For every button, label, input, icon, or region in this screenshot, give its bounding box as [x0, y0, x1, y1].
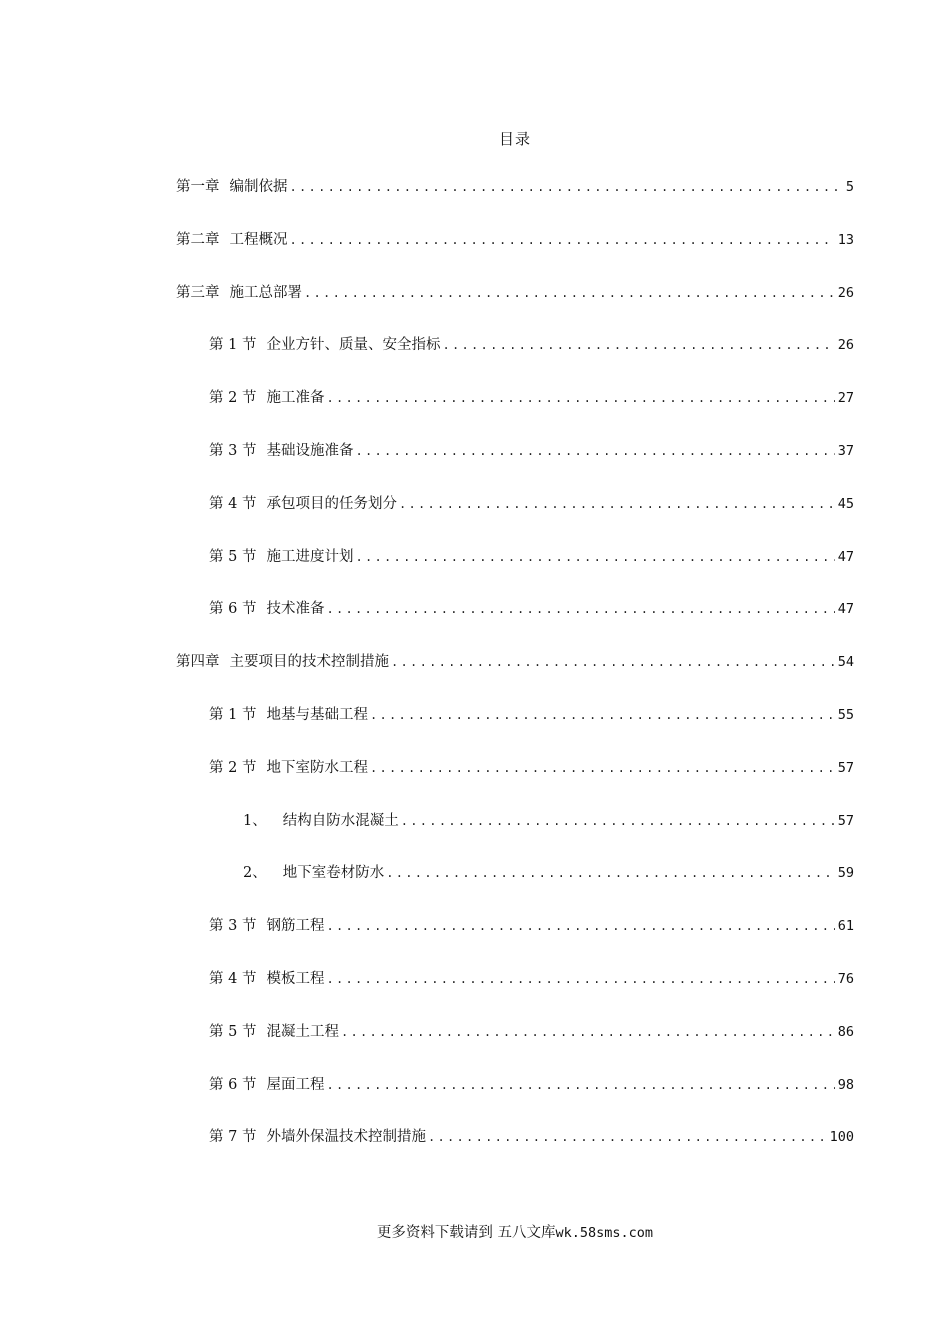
toc-entry-page-number: 57: [837, 759, 854, 776]
dot-leader: [370, 757, 835, 779]
toc-entry-number: 第 2 节: [209, 759, 257, 776]
toc-entry-title: 主要项目的技术控制措施: [229, 654, 389, 671]
toc-entry[interactable]: [243, 810, 854, 832]
dot-leader: [401, 810, 835, 832]
toc-entry[interactable]: [176, 176, 854, 198]
dot-leader: [399, 493, 835, 515]
dot-leader: [326, 598, 834, 620]
dot-leader: [341, 1021, 835, 1043]
toc-entry-number: 1、: [243, 812, 267, 829]
dot-leader: [391, 651, 835, 673]
toc-entry-number: 第 4 节: [209, 971, 257, 987]
toc-entry-title: 施工进度计划: [266, 548, 354, 565]
dot-leader: [326, 968, 834, 990]
toc-entry[interactable]: [209, 493, 854, 515]
toc-entry-number: 第 6 节: [209, 601, 257, 618]
dot-leader: [326, 387, 834, 409]
toc-entry[interactable]: [209, 1126, 854, 1148]
toc-entry-title: 模板工程: [266, 971, 325, 987]
toc-entry-page-number: 47: [837, 548, 854, 565]
toc-entry-title: 基础设施准备: [266, 443, 354, 459]
dot-leader: [355, 546, 834, 568]
dot-leader: [355, 440, 834, 462]
toc-entry-number: 第 5 节: [209, 548, 257, 565]
toc-entry-title: 钢筋工程: [266, 918, 325, 935]
toc-entry-number: 第 2 节: [209, 390, 257, 407]
toc-entry-title: 屋面工程: [266, 1076, 325, 1093]
toc-entry-number: 第 1 节: [209, 337, 257, 354]
toc-entry-number: 第一章: [176, 179, 220, 195]
toc-entry-page-number: 5: [845, 179, 854, 195]
dot-leader: [370, 704, 835, 726]
toc-entry-number: 第二章: [176, 231, 220, 248]
toc-entry-page-number: 27: [837, 390, 854, 407]
toc-entry-page-number: 26: [837, 284, 854, 301]
toc-entry-number: 第四章: [176, 654, 220, 671]
toc-entry-title: 结构自防水混凝土: [282, 812, 399, 829]
toc-entry-number: 第 6 节: [209, 1076, 257, 1093]
toc-entry-title: 技术准备: [266, 601, 325, 618]
toc-entry[interactable]: [209, 1021, 854, 1043]
dot-leader: [304, 282, 835, 304]
footer-prefix: 更多资料下载请到 五八文库: [376, 1225, 556, 1241]
toc-entry-number: 第 7 节: [209, 1129, 257, 1146]
footer-site-link[interactable]: wk.58sms.com: [555, 1225, 654, 1241]
footer-note: [0, 1221, 950, 1242]
toc-entry-page-number: 45: [837, 495, 854, 512]
dot-leader: [326, 915, 834, 937]
toc-entry-title: 施工准备: [266, 390, 325, 407]
toc-entry-number: 第 3 节: [209, 443, 257, 459]
toc-entry-page-number: 57: [837, 812, 854, 829]
toc-entry-page-number: 76: [837, 971, 854, 987]
toc-entry-title: 地下室防水工程: [266, 759, 368, 776]
toc-entry-number: 第 4 节: [209, 495, 257, 512]
toc-entry[interactable]: [209, 968, 854, 990]
toc-entry-page-number: 61: [837, 918, 854, 935]
toc-entry[interactable]: [209, 546, 854, 568]
toc-entry-number: 2、: [243, 865, 267, 882]
toc-entry-title: 编制依据: [229, 179, 288, 195]
dot-leader: [290, 229, 835, 251]
toc-entry[interactable]: [209, 704, 854, 726]
toc-entry-number: 第三章: [176, 284, 220, 301]
toc-entry-page-number: 100: [829, 1129, 854, 1146]
toc-entry-page-number: 54: [837, 654, 854, 671]
toc-entry-title: 承包项目的任务划分: [266, 495, 397, 512]
toc-entry-page-number: 13: [837, 231, 854, 248]
toc-entry-page-number: 59: [837, 865, 854, 882]
toc-entry-number: 第 1 节: [209, 707, 257, 723]
toc-entry[interactable]: [176, 229, 854, 251]
toc-entry-number: 第 5 节: [209, 1023, 257, 1040]
toc-entry-number: 第 3 节: [209, 918, 257, 935]
toc-entry[interactable]: [209, 598, 854, 620]
toc-entry-title: 地基与基础工程: [266, 707, 368, 723]
toc-entry-page-number: 26: [837, 337, 854, 354]
page-title: 目录: [498, 130, 531, 148]
dot-leader: [386, 862, 835, 884]
toc-entry[interactable]: [243, 862, 854, 884]
toc-entry-title: 混凝土工程: [266, 1023, 339, 1040]
toc-entry-page-number: 47: [837, 601, 854, 618]
toc-entry[interactable]: [209, 387, 854, 409]
dot-leader: [326, 1074, 834, 1096]
toc-entry-title: 工程概况: [229, 231, 288, 248]
toc-entry[interactable]: [209, 757, 854, 779]
toc-entry[interactable]: [209, 440, 854, 462]
toc-entry-page-number: 98: [837, 1076, 854, 1093]
toc-entry-page-number: 55: [837, 707, 854, 723]
toc-entry[interactable]: [176, 651, 854, 673]
dot-leader: [290, 176, 843, 198]
toc-entry-page-number: 37: [837, 443, 854, 459]
dot-leader: [428, 1126, 827, 1148]
toc-entry-title: 外墙外保温技术控制措施: [266, 1129, 426, 1146]
toc-entry[interactable]: [209, 334, 854, 356]
toc-entry-title: 施工总部署: [229, 284, 302, 301]
toc-entry[interactable]: [209, 1074, 854, 1096]
toc-entry-title: 地下室卷材防水: [282, 865, 385, 882]
toc-entry[interactable]: [209, 915, 854, 937]
toc-entry-page-number: 86: [837, 1023, 854, 1040]
toc-entry-title: 企业方针、质量、安全指标: [266, 337, 441, 354]
toc-entry[interactable]: [176, 282, 854, 304]
dot-leader: [442, 334, 834, 356]
